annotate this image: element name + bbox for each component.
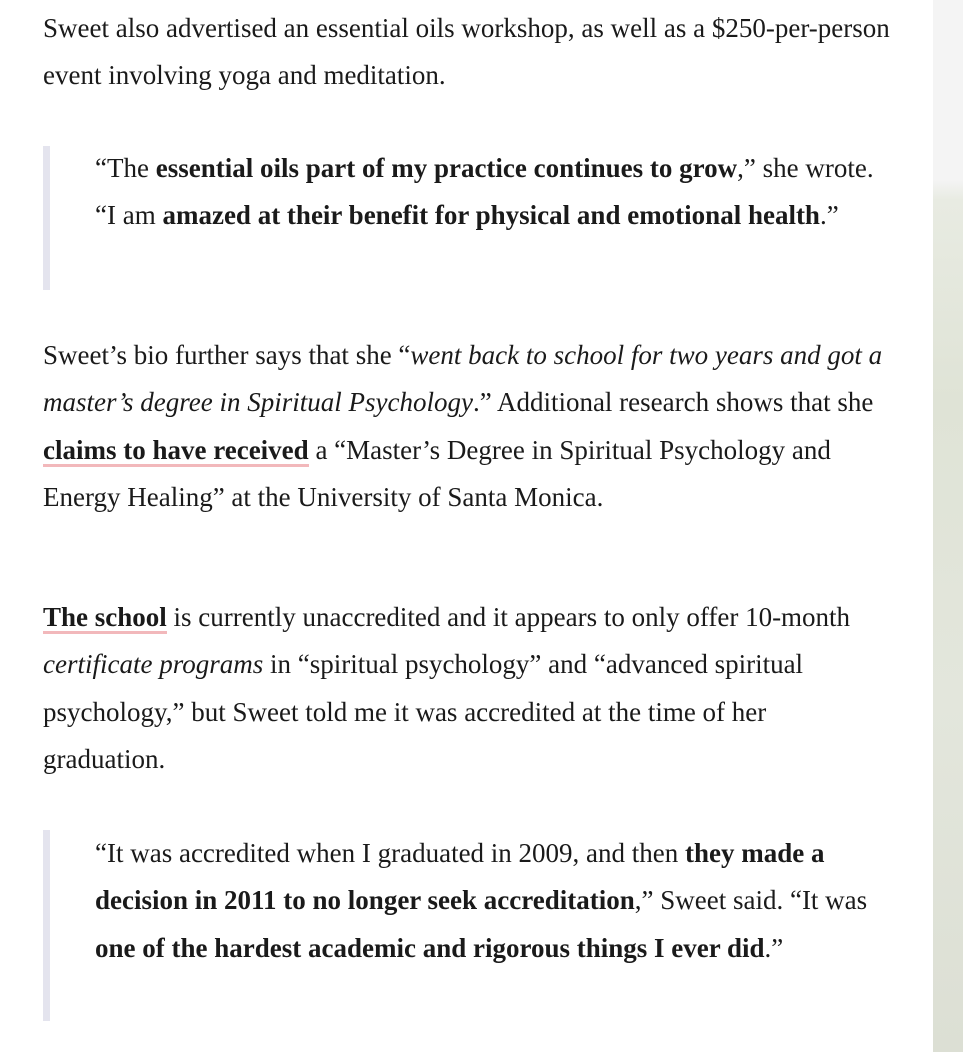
paragraph-bio: Sweet’s bio further says that she “went back to school for two years and got a master’s degree in Spiritual Psychology.” Additional research shows that she claims to have received a “Master’s Degree in Spiritual Psychology and Energy Healing” at the University of Santa Monica.	[43, 340, 883, 512]
blockquote-essential-oils	[43, 146, 875, 290]
claims-received-link[interactable]: claims to have received	[43, 434, 309, 465]
blockquote-accreditation	[43, 830, 875, 1021]
quote-text: “The essential oils part of my practice continues to grow,” she wrote. “I am amazed at their benefit for physical and emotional health.”	[95, 153, 874, 231]
quote-text: “It was accredited when I graduated in 2009, and then they made a decision in 2011 to no longer seek accreditation,” Sweet said. “It was one of the hardest academic and rigorous things I ever did.”	[95, 838, 868, 963]
paragraph-school: The school is currently unaccredited and it appears to only offer 10-month certificate programs in “spiritual psychology” and “advanced spiritual psychology,” but Sweet told me it was accredited at the time of her graduation.	[43, 602, 851, 774]
the-school-link[interactable]: The school	[43, 602, 167, 632]
sidebar-image-edge	[933, 0, 963, 1052]
paragraph-workshops: Sweet also advertised an essential oils workshop, as well as a $250-per-person event involving yoga and meditation.	[43, 13, 890, 91]
